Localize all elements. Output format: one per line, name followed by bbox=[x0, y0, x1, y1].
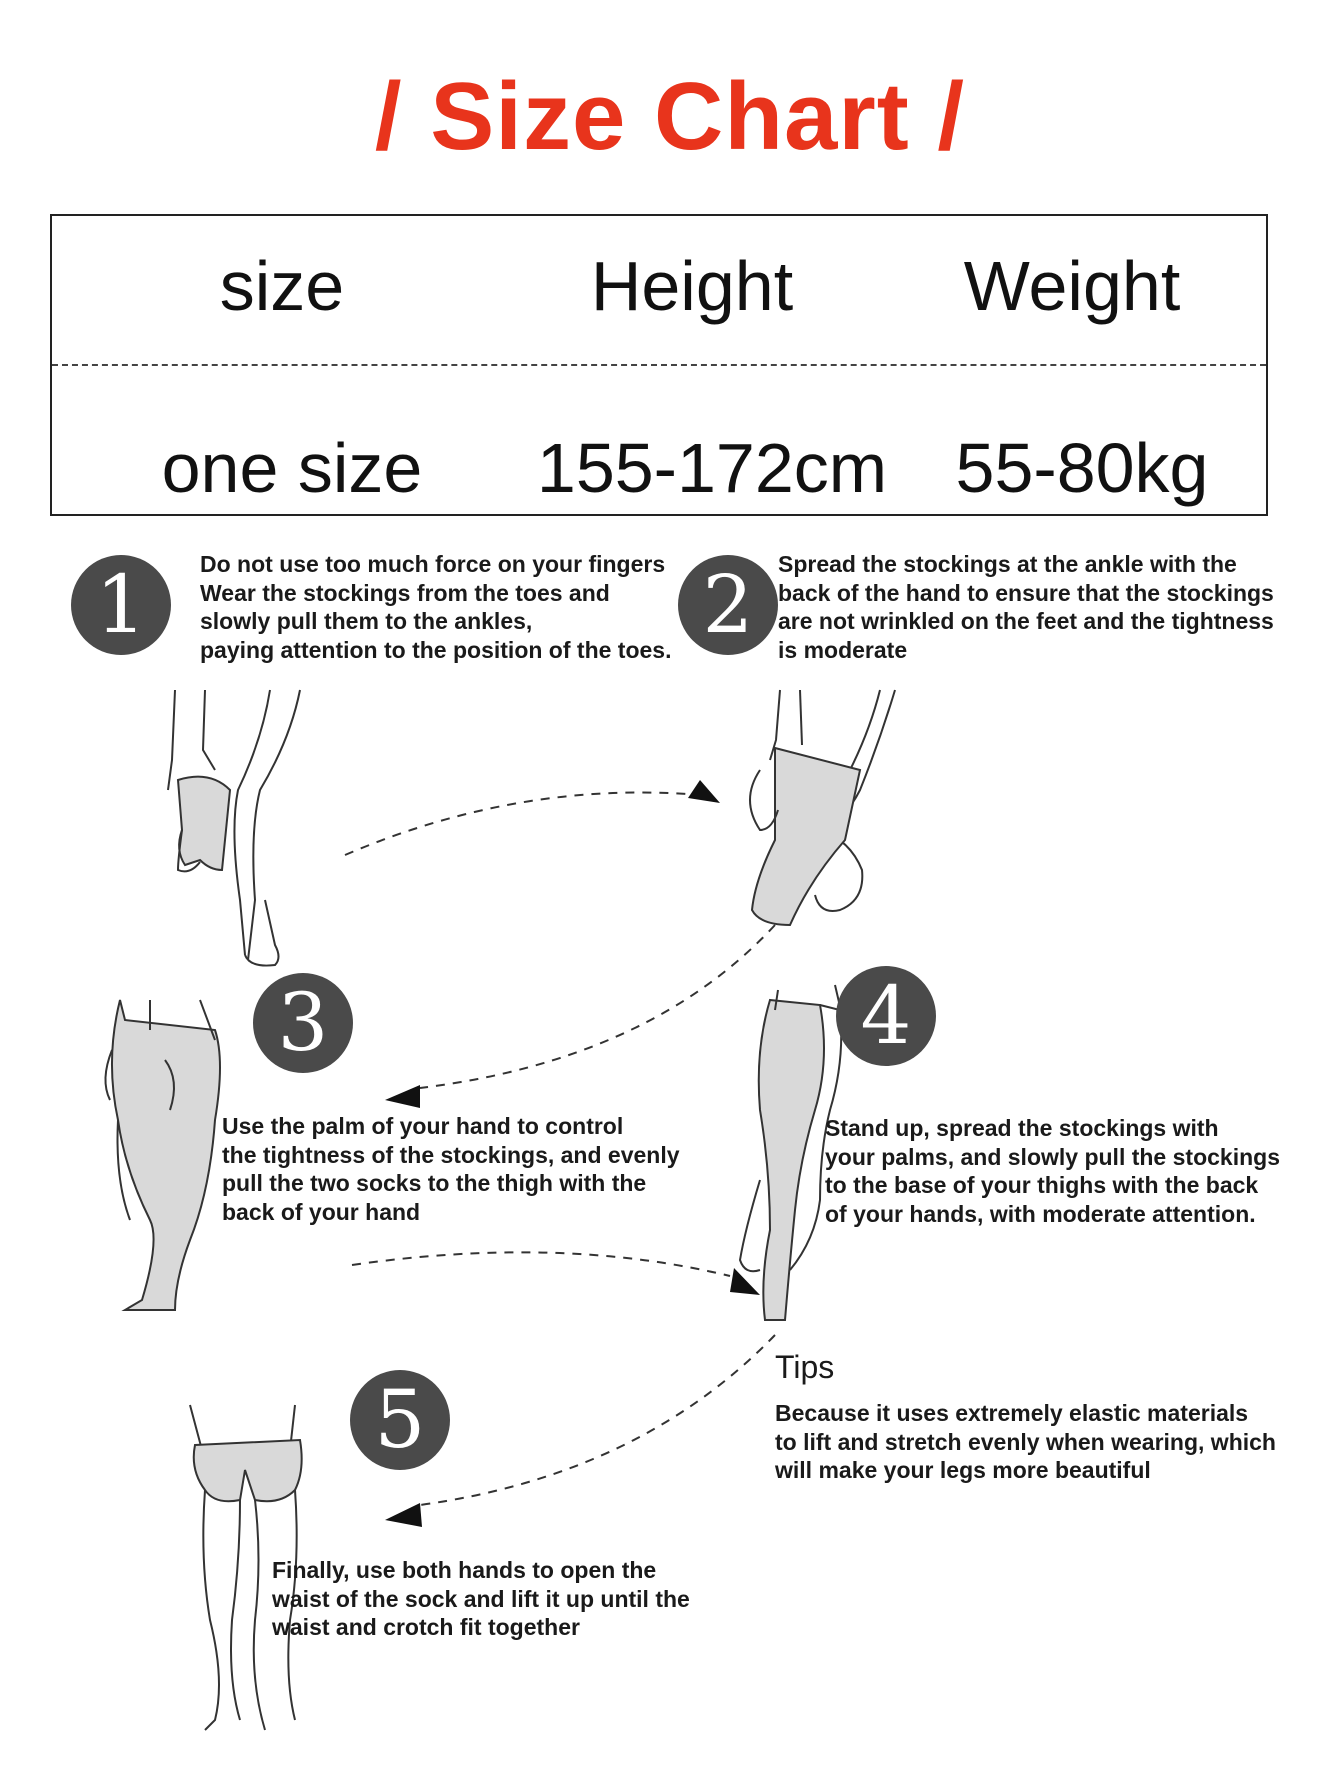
step-2-text: Spread the stockings at the ankle with the back of the hand to ensure that the stockings are not wrinkled on the feet and the tightness is moderate bbox=[778, 551, 1274, 663]
arrow-path-4-5 bbox=[420, 1335, 775, 1505]
arrowhead-4 bbox=[385, 1503, 422, 1527]
step2-illustration bbox=[750, 690, 895, 925]
arrowhead-1 bbox=[688, 780, 720, 803]
step-2-badge: 2 bbox=[678, 555, 778, 655]
arrow-path-1-2 bbox=[345, 793, 700, 856]
arrow-path-2-3 bbox=[420, 925, 775, 1088]
header-weight: Weight bbox=[963, 247, 1181, 325]
page-title: / Size Chart / bbox=[374, 63, 966, 170]
step-3-badge: 3 bbox=[253, 973, 353, 1073]
header-height: Height bbox=[590, 247, 794, 325]
step-5-text: Finally, use both hands to open the waist of the sock and lift it up until the waist and crotch fit together bbox=[272, 1557, 690, 1640]
step-1-text: Do not use too much force on your fingers Wear the stockings from the toes and slowly pull them to the ankles, paying attention to the position of the toes. bbox=[200, 551, 672, 663]
header-size: size bbox=[219, 247, 345, 325]
tips-title: Tips bbox=[775, 1349, 835, 1385]
step-5-badge: 5 bbox=[350, 1370, 450, 1470]
step-4-text: Stand up, spread the stockings with your palms, and slowly pull the stockings to the base of your thighs with the back of your hands, with moderate attention. bbox=[825, 1115, 1280, 1227]
arrow-path-3-4 bbox=[352, 1252, 730, 1276]
cell-weight-value: 55-80kg bbox=[955, 429, 1209, 507]
cell-height-value: 155-172cm bbox=[536, 429, 888, 507]
step-1-badge: 1 bbox=[71, 555, 171, 655]
step1-illustration bbox=[168, 690, 300, 966]
arrowhead-2 bbox=[385, 1085, 420, 1108]
step3-illustration bbox=[105, 1000, 220, 1310]
cell-size-value: one size bbox=[161, 429, 423, 507]
step-4-badge: 4 bbox=[836, 966, 936, 1066]
tips-text: Because it uses extremely elastic materials to lift and stretch evenly when wearing, which will make your legs more beautiful bbox=[775, 1400, 1276, 1483]
step-3-text: Use the palm of your hand to control the tightness of the stockings, and evenly pull the two socks to the thigh with the back of your hand bbox=[222, 1113, 680, 1225]
